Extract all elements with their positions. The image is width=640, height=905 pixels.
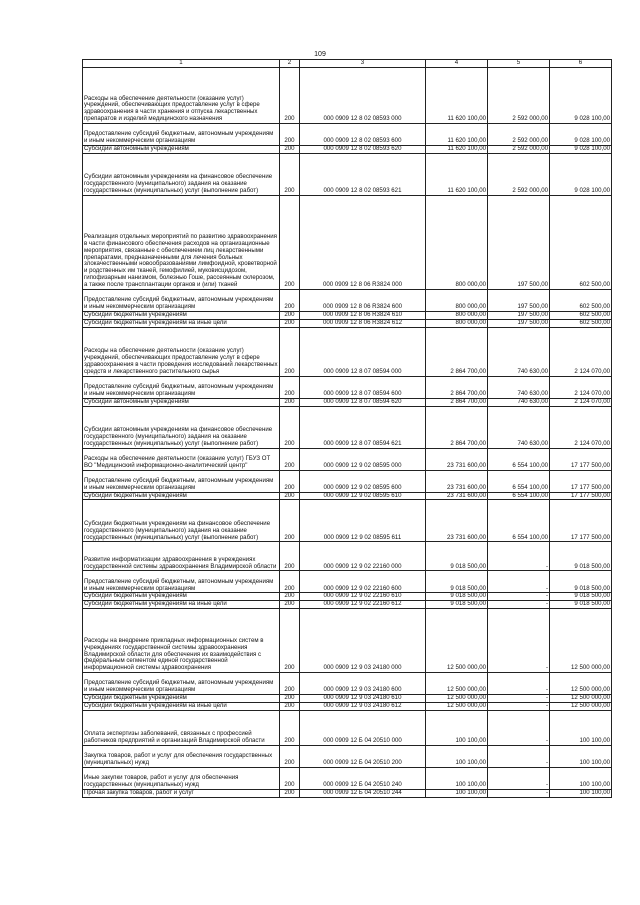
cell-v5: 2 592 000,00 [488,146,550,154]
cell-v5: - [488,695,550,703]
cell-v5: 740 630,00 [488,376,550,398]
cell-v5: - [488,789,550,797]
table-row [83,542,612,571]
cell-c2: 200 [280,601,300,609]
cell-name: Развитие информатизации здравоохранения в учреждениях государственной системы здравоохранения Владимирской области [83,542,280,571]
cell-v6: 9 028 100,00 [550,124,612,146]
cell-code: 000 0909 12 9 02 08595 610 [300,492,426,500]
cell-name: Субсидии бюджетным учреждениям [83,695,280,703]
cell-v5: - [488,767,550,789]
table-row [83,319,612,327]
table-row [83,500,612,542]
cell-v5: 2 592 000,00 [488,153,550,195]
cell-v4: 11 620 100,00 [426,124,488,146]
table-row [83,153,612,195]
cell-code: 000 0909 12 8 06 R3824 000 [300,195,426,289]
cell-v4: 12 500 000,00 [426,673,488,695]
cell-v6: 2 124 070,00 [550,327,612,376]
table-row [83,492,612,500]
cell-v4: 2 864 700,00 [426,327,488,376]
cell-c2: 200 [280,695,300,703]
cell-v4: 12 500 000,00 [426,609,488,673]
table-row [83,703,612,711]
cell-v6: 602 500,00 [550,195,612,289]
table-row [83,609,612,673]
table-row [83,470,612,492]
cell-code: 000 0909 12 9 02 08595 000 [300,448,426,470]
cell-v6: 9 018 500,00 [550,601,612,609]
cell-v4: 11 620 100,00 [426,153,488,195]
cell-v5: 2 592 000,00 [488,68,550,124]
table-row [83,789,612,797]
cell-name: Субсидии автономным учреждениям на финансовое обеспечение государственного (муниципального) задания на оказание государственных (муниципальных) услуг (выполнение работ) [83,153,280,195]
cell-v5: - [488,571,550,593]
cell-v4: 800 000,00 [426,319,488,327]
cell-v4: 2 864 700,00 [426,406,488,448]
cell-c2: 200 [280,153,300,195]
cell-code: 000 0909 12 9 03 24180 600 [300,673,426,695]
cell-code: 000 0909 12 9 03 24180 000 [300,609,426,673]
table-row [83,124,612,146]
table-row [83,601,612,609]
budget-table [82,59,612,798]
cell-v4: 12 500 000,00 [426,695,488,703]
cell-code: 000 0909 12 8 02 08593 620 [300,146,426,154]
cell-code: 000 0909 12 Б 04 20510 244 [300,789,426,797]
table-row [83,571,612,593]
cell-v6: 100 100,00 [550,710,612,745]
cell-c2: 200 [280,398,300,406]
cell-name: Оплата экспертизы заболеваний, связанных с профессией работников предприятий и организаций Владимирской области [83,710,280,745]
cell-code: 000 0909 12 8 02 08593 621 [300,153,426,195]
table-row [83,327,612,376]
table-row [83,376,612,398]
cell-c2: 200 [280,767,300,789]
cell-c2: 200 [280,376,300,398]
cell-c2: 200 [280,195,300,289]
cell-name: Реализация отдельных мероприятий по развитию здравоохранения в части финансового обеспечения расходов на организационные мероприятия, связанные с обеспечением лиц лекарственными препаратами, предназначенными для лечения больных злокачественными новообразованиями лимфоидной, кроветворной и родственных им тканей, гемофилией, муковисцидозом, гипофизарным нанизмом, болезнью Гоше, рассеянным склерозом, а также после трансплантации органов и (или) тканей [83,195,280,289]
cell-v5: 740 630,00 [488,406,550,448]
cell-code: 000 0909 12 9 02 22160 000 [300,542,426,571]
cell-c2: 200 [280,789,300,797]
cell-code: 000 0909 12 9 02 22160 610 [300,593,426,601]
cell-v6: 17 177 500,00 [550,470,612,492]
cell-v5: 740 630,00 [488,327,550,376]
cell-v5: 6 554 100,00 [488,470,550,492]
cell-code: 000 0909 12 9 03 24180 610 [300,695,426,703]
cell-v4: 800 000,00 [426,311,488,319]
cell-v4: 100 100,00 [426,767,488,789]
cell-v5: - [488,609,550,673]
cell-v4: 2 864 700,00 [426,398,488,406]
cell-code: 000 0909 12 9 02 22160 612 [300,601,426,609]
cell-code: 000 0909 12 8 06 R3824 610 [300,311,426,319]
column-header: 3 [300,60,426,68]
cell-name: Субсидии автономным учреждениям [83,398,280,406]
cell-v4: 9 018 500,00 [426,571,488,593]
table-row [83,673,612,695]
cell-v4: 100 100,00 [426,710,488,745]
cell-name: Субсидии бюджетным учреждениям на иные цели [83,601,280,609]
cell-name: Иные закупки товаров, работ и услуг для обеспечения государственных (муниципальных) нужд [83,767,280,789]
cell-v4: 23 731 600,00 [426,470,488,492]
cell-code: 000 0909 12 8 06 R3824 612 [300,319,426,327]
table-row [83,398,612,406]
cell-v6: 12 500 000,00 [550,673,612,695]
cell-name: Предоставление субсидий бюджетным, автономным учреждениям и иным некоммерческим организациям [83,124,280,146]
cell-v5: 6 554 100,00 [488,500,550,542]
cell-v4: 11 620 100,00 [426,146,488,154]
cell-v4: 100 100,00 [426,789,488,797]
cell-c2: 200 [280,289,300,311]
cell-v6: 17 177 500,00 [550,448,612,470]
column-header: 6 [550,60,612,68]
cell-v6: 12 500 000,00 [550,609,612,673]
column-header: 2 [280,60,300,68]
cell-v4: 23 731 600,00 [426,492,488,500]
table-row [83,195,612,289]
cell-name: Субсидии бюджетным учреждениям на иные цели [83,319,280,327]
cell-v4: 23 731 600,00 [426,448,488,470]
cell-v6: 9 028 100,00 [550,146,612,154]
cell-code: 000 0909 12 Б 04 20510 000 [300,710,426,745]
column-header: 5 [488,60,550,68]
cell-name: Закупка товаров, работ и услуг для обеспечения государственных (муниципальных) нужд [83,745,280,767]
table-row [83,695,612,703]
cell-v6: 12 500 000,00 [550,695,612,703]
cell-v6: 17 177 500,00 [550,492,612,500]
cell-c2: 200 [280,68,300,124]
cell-v6: 9 018 500,00 [550,542,612,571]
table-row [83,745,612,767]
cell-c2: 200 [280,327,300,376]
cell-code: 000 0909 12 Б 04 20510 200 [300,745,426,767]
cell-code: 000 0909 12 9 03 24180 612 [300,703,426,711]
cell-name: Расходы на внедрение прикладных информационных систем в учреждениях государственной системы здравоохранения Владимирской области для обеспечения их взаимодействия с федеральным сегментом единой государственной информационной системы здравоохранения [83,609,280,673]
cell-v5: 6 554 100,00 [488,448,550,470]
cell-v6: 100 100,00 [550,789,612,797]
cell-v4: 9 018 500,00 [426,593,488,601]
cell-name: Предоставление субсидий бюджетным, автономным учреждениям и иным некоммерческим организациям [83,470,280,492]
column-header: 1 [83,60,280,68]
cell-c2: 200 [280,470,300,492]
cell-c2: 200 [280,593,300,601]
cell-name: Расходы на обеспечение деятельности (оказание услуг) ГБУЗ ОТ ВО "Медицинский информационно-аналитический центр" [83,448,280,470]
cell-v6: 17 177 500,00 [550,500,612,542]
cell-v6: 602 500,00 [550,319,612,327]
table-row [83,593,612,601]
cell-v5: 2 592 000,00 [488,124,550,146]
cell-v5: 197 500,00 [488,195,550,289]
cell-name: Расходы на обеспечение деятельности (оказание услуг) учреждений, обеспечивающих предоставление услуг в сфере здравоохранения в части хранения и отпуска лекарственных препаратов и изделий медицинского назначения [83,68,280,124]
cell-name: Субсидии бюджетным учреждениям [83,593,280,601]
cell-v5: - [488,703,550,711]
cell-c2: 200 [280,146,300,154]
cell-v6: 100 100,00 [550,745,612,767]
cell-code: 000 0909 12 8 02 08593 600 [300,124,426,146]
table-row [83,311,612,319]
cell-v6: 2 124 070,00 [550,398,612,406]
cell-name: Прочая закупка товаров, работ и услуг [83,789,280,797]
cell-c2: 200 [280,703,300,711]
page-number: 109 [314,51,326,58]
cell-v5: 6 554 100,00 [488,492,550,500]
cell-v5: - [488,601,550,609]
table-row [83,406,612,448]
cell-code: 000 0909 12 8 06 R3824 600 [300,289,426,311]
cell-code: 000 0909 12 8 07 08594 621 [300,406,426,448]
cell-code: 000 0909 12 Б 04 20510 240 [300,767,426,789]
cell-v6: 602 500,00 [550,311,612,319]
cell-code: 000 0909 12 8 07 08594 000 [300,327,426,376]
cell-c2: 200 [280,609,300,673]
cell-v5: 197 500,00 [488,311,550,319]
cell-v5: 740 630,00 [488,398,550,406]
cell-v6: 2 124 070,00 [550,376,612,398]
cell-c2: 200 [280,542,300,571]
cell-code: 000 0909 12 9 02 22160 600 [300,571,426,593]
cell-code: 000 0909 12 9 02 08595 611 [300,500,426,542]
cell-v6: 9 018 500,00 [550,571,612,593]
cell-name: Расходы на обеспечение деятельности (оказание услуг) учреждений, обеспечивающих предоставление услуг в сфере здравоохранения в части проведения исследований лекарственных средств и лекарственного растительного сырья [83,327,280,376]
table-row [83,448,612,470]
table-row [83,146,612,154]
header-row [83,60,612,68]
cell-name: Предоставление субсидий бюджетным, автономным учреждениям и иным некоммерческим организациям [83,571,280,593]
cell-name: Субсидии автономным учреждениям [83,146,280,154]
cell-v4: 9 018 500,00 [426,542,488,571]
cell-name: Субсидии бюджетным учреждениям на финансовое обеспечение государственного (муниципального) задания на оказание государственных (муниципальных) услуг (выполнение работ) [83,500,280,542]
cell-c2: 200 [280,492,300,500]
cell-c2: 200 [280,673,300,695]
cell-c2: 200 [280,571,300,593]
cell-name: Предоставление субсидий бюджетным, автономным учреждениям и иным некоммерческим организациям [83,289,280,311]
cell-c2: 200 [280,710,300,745]
cell-v6: 602 500,00 [550,289,612,311]
cell-code: 000 0909 12 8 07 08594 620 [300,398,426,406]
cell-code: 000 0909 12 8 07 08594 600 [300,376,426,398]
cell-v5: - [488,542,550,571]
cell-name: Субсидии бюджетным учреждениям [83,492,280,500]
cell-v4: 800 000,00 [426,289,488,311]
cell-v6: 9 028 100,00 [550,153,612,195]
cell-v4: 2 864 700,00 [426,376,488,398]
cell-c2: 200 [280,500,300,542]
table-row [83,68,612,124]
cell-v5: 197 500,00 [488,319,550,327]
cell-c2: 200 [280,448,300,470]
cell-c2: 200 [280,311,300,319]
cell-v6: 9 028 100,00 [550,68,612,124]
cell-v4: 11 620 100,00 [426,68,488,124]
cell-c2: 200 [280,319,300,327]
table-row [83,767,612,789]
cell-c2: 200 [280,406,300,448]
cell-code: 000 0909 12 9 02 08595 600 [300,470,426,492]
cell-c2: 200 [280,124,300,146]
cell-name: Предоставление субсидий бюджетным, автономным учреждениям и иным некоммерческим организациям [83,376,280,398]
cell-v6: 12 500 000,00 [550,703,612,711]
cell-v5: - [488,593,550,601]
cell-v4: 100 100,00 [426,745,488,767]
table-row [83,289,612,311]
cell-v5: - [488,710,550,745]
cell-v6: 9 018 500,00 [550,593,612,601]
cell-c2: 200 [280,745,300,767]
cell-name: Субсидии бюджетным учреждениям на иные цели [83,703,280,711]
cell-code: 000 0909 12 8 02 08593 000 [300,68,426,124]
table-row [83,710,612,745]
column-header: 4 [426,60,488,68]
cell-name: Субсидии бюджетным учреждениям [83,311,280,319]
cell-v4: 9 018 500,00 [426,601,488,609]
cell-v5: 197 500,00 [488,289,550,311]
cell-v4: 800 000,00 [426,195,488,289]
cell-v4: 12 500 000,00 [426,703,488,711]
cell-name: Субсидии автономным учреждениям на финансовое обеспечение государственного (муниципального) задания на оказание государственных (муниципальных) услуг (выполнение работ) [83,406,280,448]
cell-v5: - [488,745,550,767]
cell-name: Предоставление субсидий бюджетным, автономным учреждениям и иным некоммерческим организациям [83,673,280,695]
cell-v5: - [488,673,550,695]
cell-v6: 100 100,00 [550,767,612,789]
cell-v4: 23 731 600,00 [426,500,488,542]
cell-v6: 2 124 070,00 [550,406,612,448]
